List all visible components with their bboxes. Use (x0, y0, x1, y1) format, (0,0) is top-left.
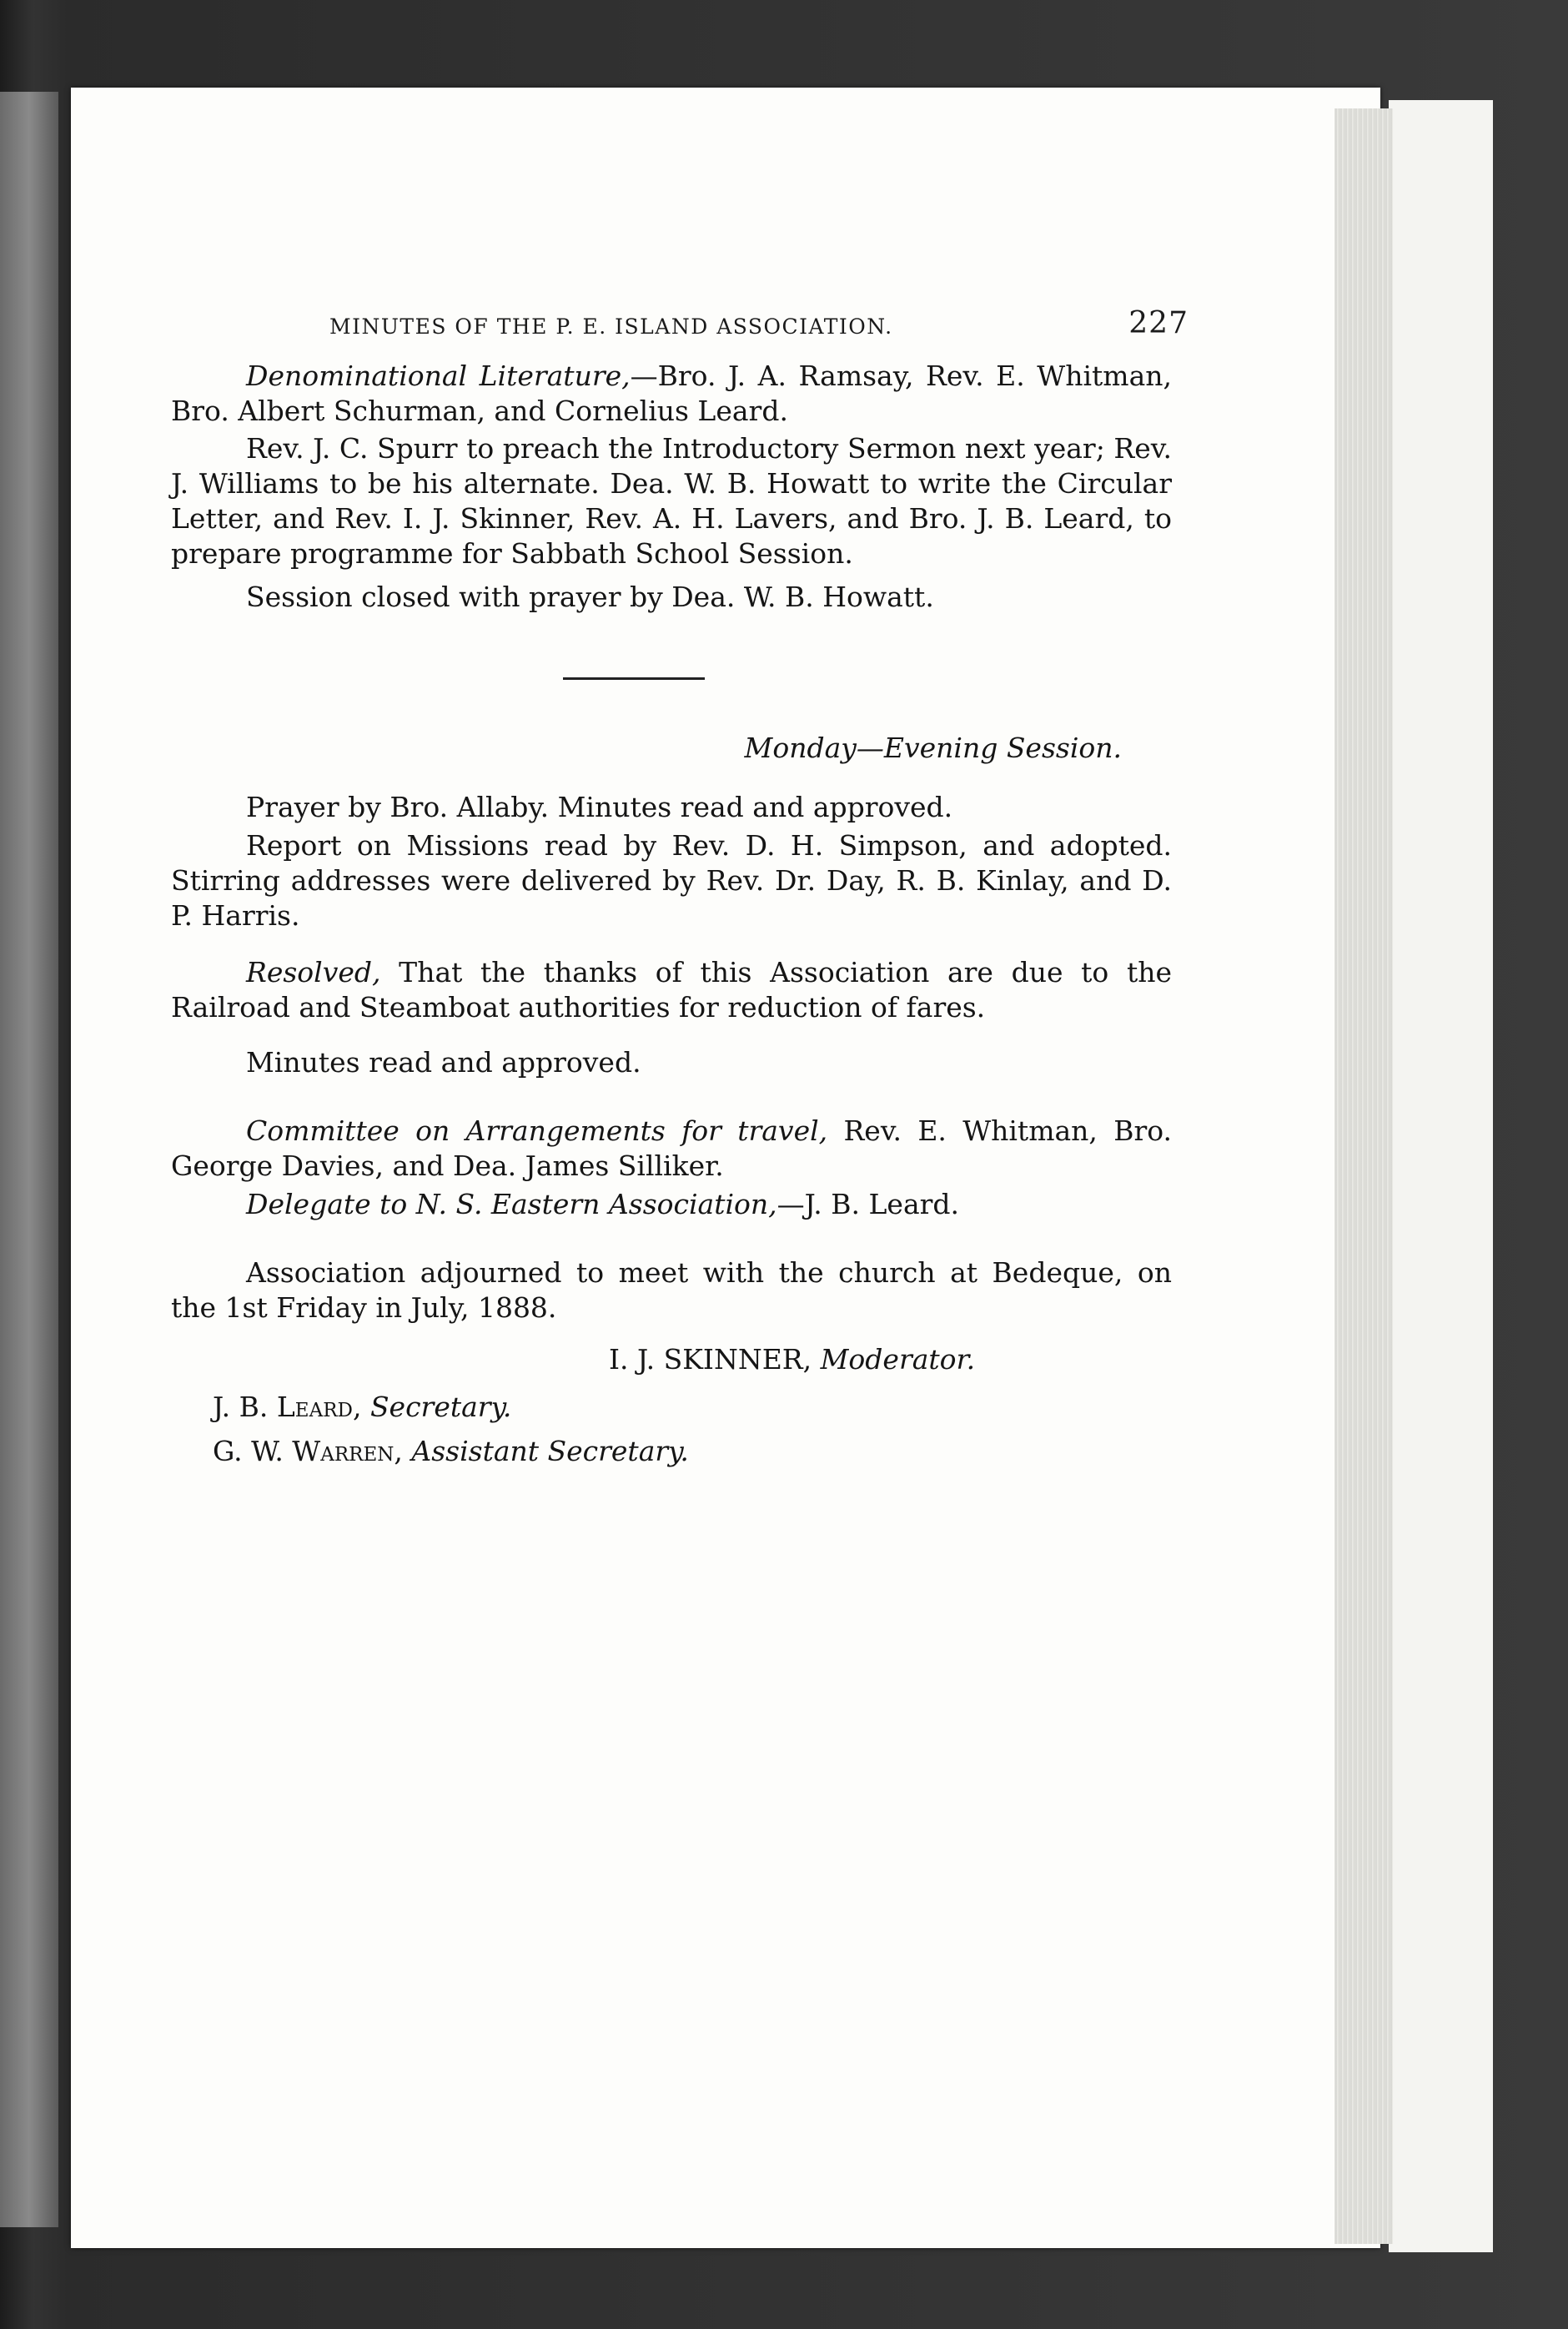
left-page-edge (0, 92, 58, 2227)
paragraph-text: Rev. E. Whitman, Bro. George Davies, and Dea. James Silliker. (171, 1114, 1172, 1182)
paragraph-text: —Bro. J. A. Ramsay, Rev. E. Whitman, Bro. Albert Schurman, and Cornelius Leard. (171, 360, 1172, 427)
paragraph-committee-travel (171, 1114, 1172, 1184)
paragraph-denominational-literature (171, 359, 1172, 429)
paragraph-session-closed (171, 580, 1172, 615)
assistant-secretary-name: G. W. Warren, (213, 1435, 403, 1467)
book-fore-edge-outer (1389, 100, 1493, 2252)
running-head-title: MINUTES OF THE P. E. ISLAND ASSOCIATION. (329, 314, 893, 339)
paragraph-italic-lead: Committee on Arrangements for travel, (246, 1114, 828, 1147)
moderator-title: Moderator. (820, 1343, 976, 1376)
secretary-name: J. B. Leard, (213, 1391, 362, 1423)
paragraph-italic-lead: Denominational Literature, (246, 360, 631, 392)
paragraph-italic-lead: Resolved, (246, 956, 381, 988)
session-heading: Monday—Evening Session. (744, 732, 1122, 764)
paragraph-delegate (171, 1187, 1172, 1222)
paragraph-text: —J. B. Leard. (776, 1188, 960, 1220)
paragraph-minutes-approved (171, 1045, 1172, 1080)
paragraph-text: Association adjourned to meet with the church at Bedeque, on the 1st Friday in July, 1888. (171, 1256, 1172, 1324)
secretary-title: Secretary. (369, 1391, 512, 1423)
paragraph-text: Rev. J. C. Spurr to preach the Introductory Sermon next year; Rev. J. Williams to be his alternate. Dea. W. B. Howatt to write the Circular Letter, and Rev. I. J. Skinner, Rev. A. H. Lavers, and Bro. J. B. Leard, to prepare programme for Sabbath School Session. (171, 432, 1172, 570)
page-number: 227 (1128, 306, 1189, 340)
moderator-name: I. J. SKINNER, (609, 1343, 812, 1376)
paragraph-prayer (171, 790, 1172, 825)
page-content (71, 88, 1380, 2248)
paragraph-text: Prayer by Bro. Allaby. Minutes read and approved. (246, 791, 953, 823)
paragraph-missions-report (171, 828, 1172, 933)
paragraph-italic-lead: Delegate to N. S. Eastern Association, (246, 1188, 777, 1220)
signature-assistant-secretary (213, 1435, 689, 1467)
paragraph-adjourned (171, 1255, 1172, 1325)
assistant-secretary-title: Assistant Secretary. (411, 1435, 689, 1467)
paragraph-resolved (171, 955, 1172, 1025)
section-divider (563, 677, 705, 680)
paragraph-text: Session closed with prayer by Dea. W. B. Howatt. (246, 581, 934, 613)
paragraph-text: Report on Missions read by Rev. D. H. Simpson, and adopted. Stirring addresses were delivered by Rev. Dr. Day, R. B. Kinlay, and D. P. Harris. (171, 829, 1172, 932)
paragraph-text: That the thanks of this Association are due to the Railroad and Steamboat authorities for reduction of fares. (171, 956, 1172, 1024)
paragraph-appointments (171, 431, 1172, 571)
paragraph-text: Minutes read and approved. (246, 1046, 641, 1079)
signature-secretary (213, 1391, 511, 1423)
signature-moderator (609, 1343, 975, 1376)
